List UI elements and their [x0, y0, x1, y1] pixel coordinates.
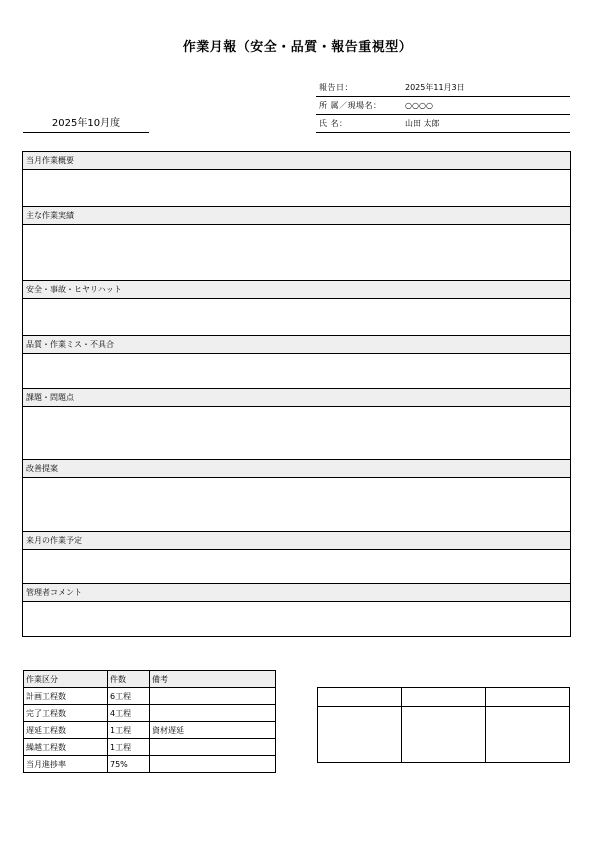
table-cell[interactable]: 1工程 [108, 739, 150, 756]
approval-stamp-table [317, 687, 570, 763]
report-date-label: 報告日： [319, 83, 353, 92]
name-value[interactable]: 山田 太郎 [405, 119, 440, 128]
section-body[interactable] [23, 602, 570, 636]
table-cell[interactable]: 75% [108, 756, 150, 773]
section-header: 安全・事故・ヒヤリハット [23, 281, 570, 299]
table-cell[interactable]: 6工程 [108, 688, 150, 705]
stamp-cell[interactable] [486, 707, 570, 763]
table-cell[interactable]: 資材遅延 [150, 722, 276, 739]
table-row [24, 722, 276, 739]
table-cell[interactable] [150, 688, 276, 705]
name-label: 氏 名： [319, 119, 348, 128]
section-body[interactable] [23, 478, 570, 532]
column-header: 件数 [108, 671, 150, 688]
section-quality [23, 336, 570, 389]
table-cell[interactable] [150, 705, 276, 722]
table-cell[interactable]: 1工程 [108, 722, 150, 739]
section-body[interactable] [23, 407, 570, 460]
section-body[interactable] [23, 225, 570, 281]
section-header: 課題・問題点 [23, 389, 570, 407]
table-cell[interactable] [150, 756, 276, 773]
work-summary-table [23, 670, 276, 773]
department-label: 所 属／現場名： [319, 101, 382, 110]
section-header: 管理者コメント [23, 584, 570, 602]
column-header: 作業区分 [24, 671, 108, 688]
section-main-results [23, 207, 570, 281]
section-header: 当月作業概要 [23, 152, 570, 170]
report-sections [22, 151, 571, 637]
section-body[interactable] [23, 354, 570, 389]
stamp-cell[interactable] [402, 707, 486, 763]
stamp-header-row [318, 688, 570, 707]
stamp-header-cell[interactable] [486, 688, 570, 707]
table-row [24, 705, 276, 722]
report-date-value[interactable]: 2025年11月3日 [405, 83, 465, 92]
section-next-month-plan [23, 532, 570, 584]
page-title: 作業月報（安全・品質・報告重視型） [182, 40, 413, 55]
section-manager-comment [23, 584, 570, 636]
table-row [24, 756, 276, 773]
section-monthly-overview [23, 152, 570, 207]
section-body[interactable] [23, 299, 570, 336]
table-cell: 計画工程数 [24, 688, 108, 705]
table-cell: 当月進捗率 [24, 756, 108, 773]
stamp-row [318, 707, 570, 763]
table-cell[interactable]: 4工程 [108, 705, 150, 722]
department-value[interactable]: ○○○○ [405, 101, 433, 110]
stamp-cell[interactable] [318, 707, 402, 763]
table-cell: 遅延工程数 [24, 722, 108, 739]
report-info-block [316, 80, 570, 133]
table-header-row [24, 671, 276, 688]
section-safety [23, 281, 570, 336]
stamp-header-cell[interactable] [318, 688, 402, 707]
section-header: 品質・作業ミス・不具合 [23, 336, 570, 354]
department-row [316, 97, 570, 115]
table-row [24, 739, 276, 756]
section-header: 来月の作業予定 [23, 532, 570, 550]
column-header: 備考 [150, 671, 276, 688]
stamp-header-cell[interactable] [402, 688, 486, 707]
section-body[interactable] [23, 170, 570, 207]
table-row [24, 688, 276, 705]
section-header: 改善提案 [23, 460, 570, 478]
name-row [316, 115, 570, 133]
report-date-row [316, 80, 570, 97]
section-header: 主な作業実績 [23, 207, 570, 225]
section-body[interactable] [23, 550, 570, 584]
table-cell[interactable] [150, 739, 276, 756]
table-cell: 繰越工程数 [24, 739, 108, 756]
report-period[interactable]: 2025年10月度 [23, 116, 149, 133]
section-issues [23, 389, 570, 460]
section-improvement [23, 460, 570, 532]
table-cell: 完了工程数 [24, 705, 108, 722]
